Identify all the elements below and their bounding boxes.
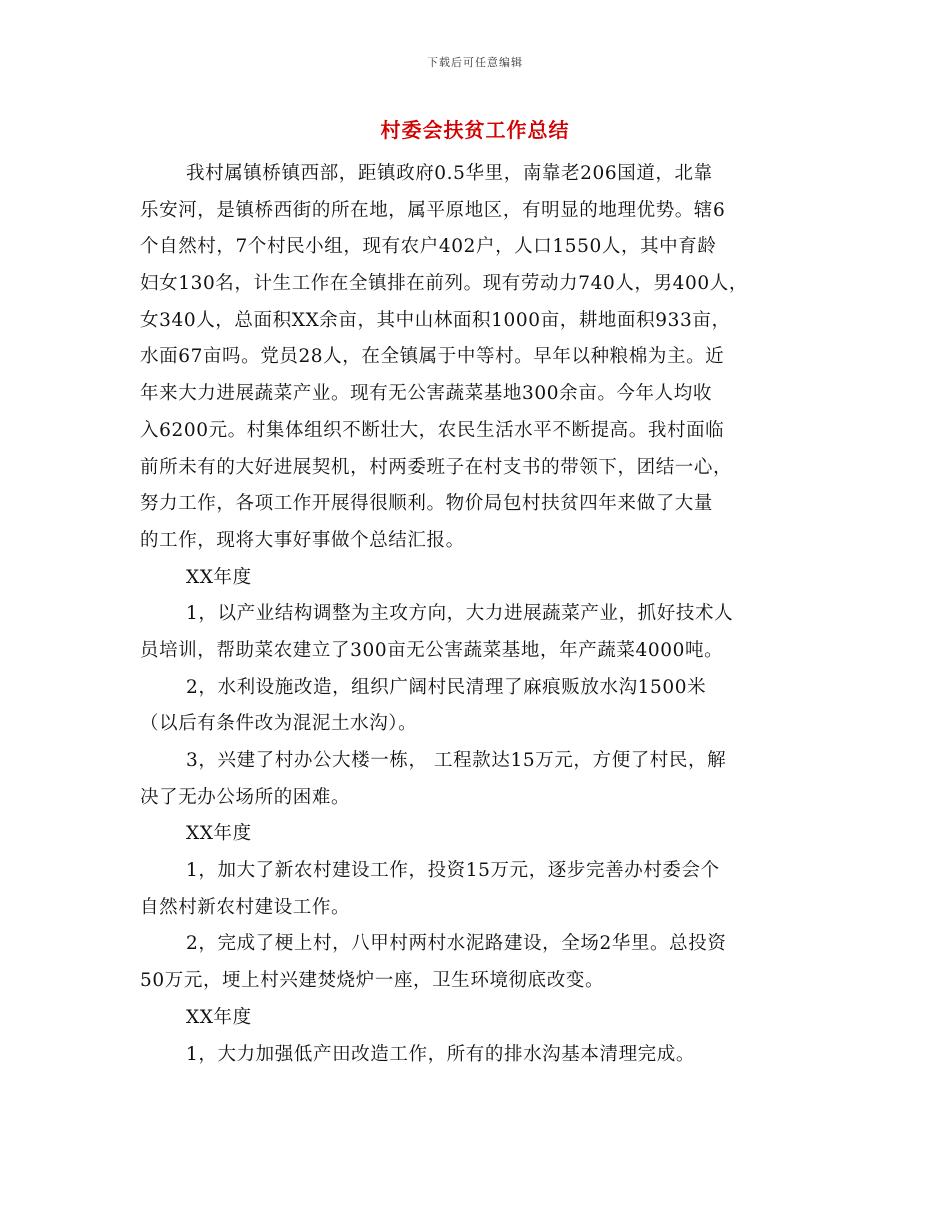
text-line: （以后有条件改为混泥土水沟）。 <box>140 713 418 735</box>
text-line: 自然村新农村建设工作。 <box>140 896 351 918</box>
text-line: 1，大力加强低产田改造工作，所有的排水沟基本清理完成。 <box>186 1043 695 1065</box>
text-line: 1，加大了新农村建设工作，投资15万元，逐步完善办村委会个 <box>186 860 720 882</box>
document-body <box>140 156 820 1073</box>
text-line: 个自然村，7个村民小组，现有农户402户，人口1550人，其中育龄 <box>140 236 717 258</box>
header-note: 下载后可任意编辑 <box>427 56 523 69</box>
text-line: 2，水利设施改造，组织广阔村民清理了麻痕贩放水沟1500米 <box>186 676 707 698</box>
section-heading: XX年度 <box>186 566 252 588</box>
text-line: 50万元，埂上村兴建焚烧炉一座，卫生环境彻底改变。 <box>140 970 605 992</box>
text-line: 水面67亩吗。党员28人，在全镇属于中等村。早年以种粮棉为主。近 <box>140 346 725 368</box>
text-line: 前所未有的大好进展契机，村两委班子在村支书的带领下，团结一心， <box>140 456 733 478</box>
text-line: 1，以产业结构调整为主攻方向，大力进展蔬菜产业，抓好技术人 <box>186 603 734 625</box>
text-line: 乐安河，是镇桥西街的所在地，属平原地区，有明显的地理优势。辖6 <box>140 199 726 221</box>
text-line: 入6200元。村集体组织不断壮大，农民生活水平不断提高。我村面临 <box>140 419 725 441</box>
text-line: 年来大力进展蔬菜产业。现有无公害蔬菜基地300余亩。今年人均收 <box>140 383 712 405</box>
text-line: 的工作，现将大事好事做个总结汇报。 <box>140 529 465 551</box>
text-line: 3，兴建了村办公大楼一栋， 工程款达15万元，方便了村民，解 <box>186 750 727 771</box>
text-line: 我村属镇桥镇西部，距镇政府0.5华里，南靠老206国道，北靠 <box>186 163 713 184</box>
text-line: 努力工作，各项工作开展得很顺利。物价局包村扶贫四年来做了大量 <box>140 493 714 515</box>
text-line: 员培训，帮助菜农建立了300亩无公害蔬菜基地，年产蔬菜4000吨。 <box>140 639 724 661</box>
text-line: 妇女130名，计生工作在全镇排在前列。现有劳动力740人，男400人， <box>140 273 748 295</box>
text-line: 2，完成了梗上村，八甲村两村水泥路建设，全场2华里。总投资 <box>186 933 727 955</box>
text-line: 女340人，总面积XX余亩，其中山林面积1000亩，耕地面积933亩， <box>140 309 731 331</box>
section-heading: XX年度 <box>186 1006 252 1028</box>
document-title: 村委会扶贫工作总结 <box>380 118 570 142</box>
section-heading: XX年度 <box>186 823 252 845</box>
text-line: 决了无办公场所的困难。 <box>140 786 351 808</box>
